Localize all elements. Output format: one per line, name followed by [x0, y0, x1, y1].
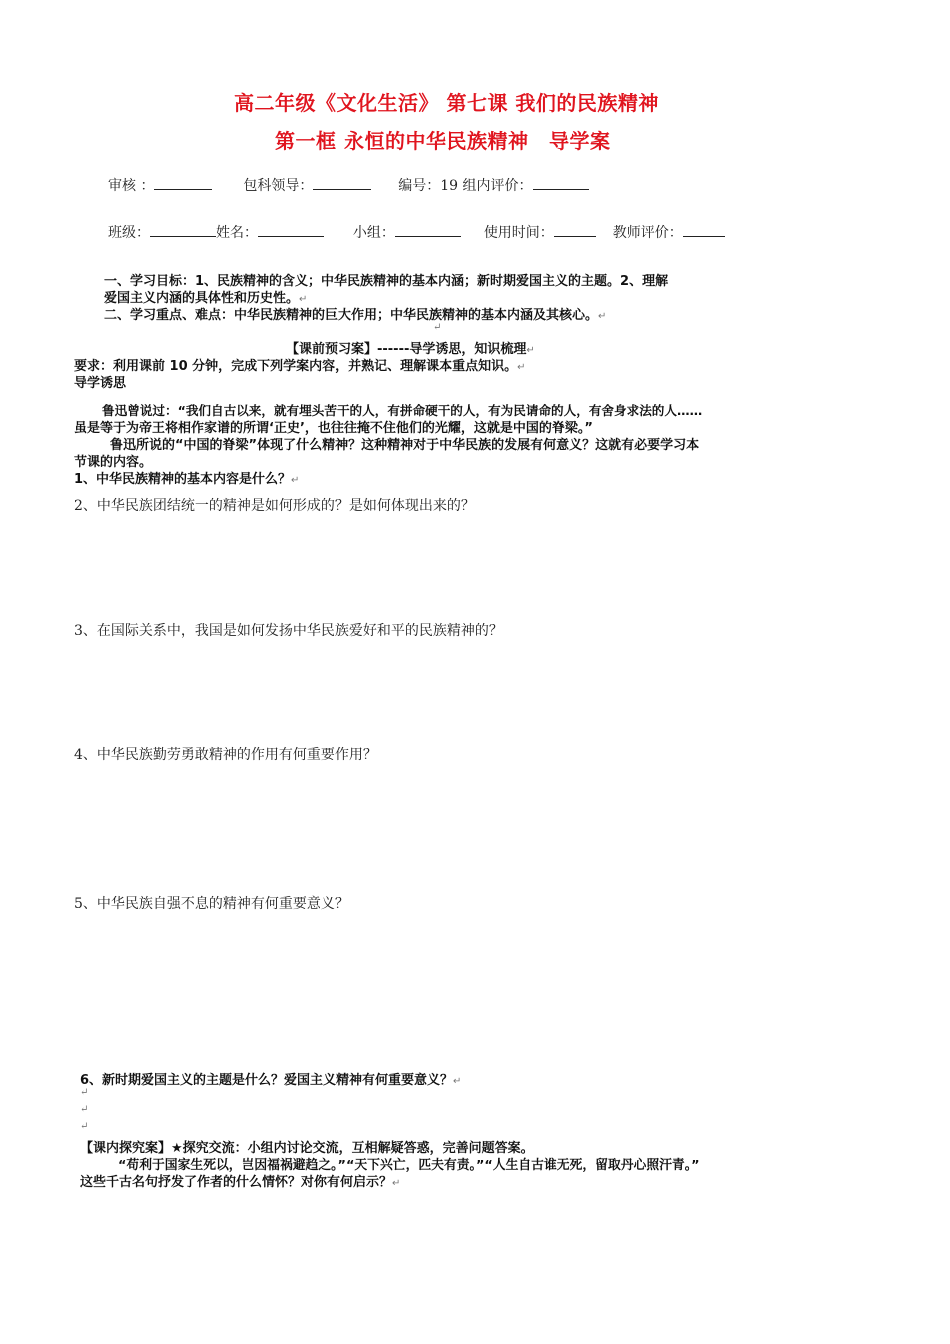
return-mark: ↵	[80, 1104, 89, 1115]
number-label: 编号：19 组内评价：	[398, 178, 533, 194]
inquiry-quote: “苟利于国家生死以，岂因福祸避趋之。”“天下兴亡，匹夫有责。”“人生自古谁无死，留取丹心照汗青。”	[118, 1158, 700, 1173]
question-5: 5、中华民族自强不息的精神有何重要意义？	[74, 896, 349, 912]
class-label: 班级：	[108, 225, 150, 241]
class-blank	[150, 222, 216, 237]
group-label: 小组：	[352, 225, 395, 241]
return-mark: ↵	[80, 1087, 89, 1098]
inquiry-heading: 【课内探究案】★探究交流：小组内讨论交流，互相解疑答惑，完善问题答案。	[80, 1141, 534, 1156]
question-2: 2、中华民族团结统一的精神是如何形成的？是如何体现出来的？	[74, 498, 475, 514]
question-4: 4、中华民族勤劳勇敢精神的作用有何重要作用？	[74, 747, 377, 763]
question-1: 1、中华民族精神的基本内容是什么？↵	[74, 472, 300, 487]
reviewer-label: 审核 ：	[108, 178, 155, 194]
time-label: 使用时间：	[483, 225, 554, 241]
quote-line1: 鲁迅曾说过：“我们自古以来，就有埋头苦干的人，有拼命硬干的人，有为民请命的人，有舍身求法的人……	[102, 403, 703, 418]
meta-row-2	[108, 222, 725, 242]
inquiry-question: 这些千古名句抒发了作者的什么情怀？对你有何启示？↵	[80, 1175, 401, 1190]
teacher-eval-label: 教师评价：	[612, 225, 683, 241]
name-label: 姓名：	[216, 225, 258, 241]
group-blank	[395, 222, 461, 237]
return-mark: ↵	[598, 311, 607, 322]
leader-label: 包科领导：	[243, 178, 314, 194]
return-mark: ↵	[526, 345, 535, 356]
question-6: 6、新时期爱国主义的主题是什么？爱国主义精神有何重要意义？↵	[80, 1073, 462, 1088]
meta-row-1	[108, 175, 589, 195]
return-mark: ↵	[80, 1121, 89, 1132]
return-mark: ↵	[299, 294, 308, 305]
objectives-line1: 一、学习目标：1、民族精神的含义；中华民族精神的基本内涵；新时期爱国主义的主题。2、理解	[104, 274, 669, 289]
quote-line4: 节课的内容。	[74, 455, 153, 470]
name-blank	[258, 222, 324, 237]
guide-label: 导学诱思	[74, 376, 127, 391]
key-points-line: 二、学习重点、难点：中华民族精神的巨大作用；中华民族精神的基本内涵及其核心。↵	[104, 308, 607, 323]
objectives-line2: 爱国主义内涵的具体性和历史性。↵	[104, 291, 308, 306]
return-mark: ↵	[517, 362, 526, 373]
preview-heading: 【课前预习案】------导学诱思，知识梳理↵	[286, 342, 535, 357]
leader-blank	[313, 175, 371, 190]
page-title-line2: 第一框 永恒的中华民族精神 导学案	[275, 129, 611, 153]
quote-line2: 虽是等于为帝王将相作家谱的所谓‘正史’，也往往掩不住他们的光耀，这就是中国的脊梁。”	[74, 421, 593, 436]
question-3: 3、在国际关系中，我国是如何发扬中华民族爱好和平的民族精神的？	[74, 623, 503, 639]
teacher-eval-blank	[683, 222, 725, 237]
return-mark: ↵	[453, 1076, 462, 1087]
preview-requirement: 要求：利用课前 10 分钟，完成下列学案内容，并熟记、理解课本重点知识。↵	[74, 359, 526, 374]
group-eval-blank	[533, 175, 589, 190]
return-mark: ↵	[291, 475, 300, 486]
page-title-line1: 高二年级《文化生活》 第七课 我们的民族精神	[234, 91, 659, 115]
time-blank	[554, 222, 596, 237]
reviewer-blank	[154, 175, 212, 190]
return-mark: ↵	[392, 1178, 401, 1189]
quote-line3: 鲁迅所说的“中国的脊梁”体现了什么精神？这种精神对于中华民族的发展有何意义？这就有必要学习本	[110, 438, 700, 453]
return-mark: ↵	[433, 322, 442, 333]
